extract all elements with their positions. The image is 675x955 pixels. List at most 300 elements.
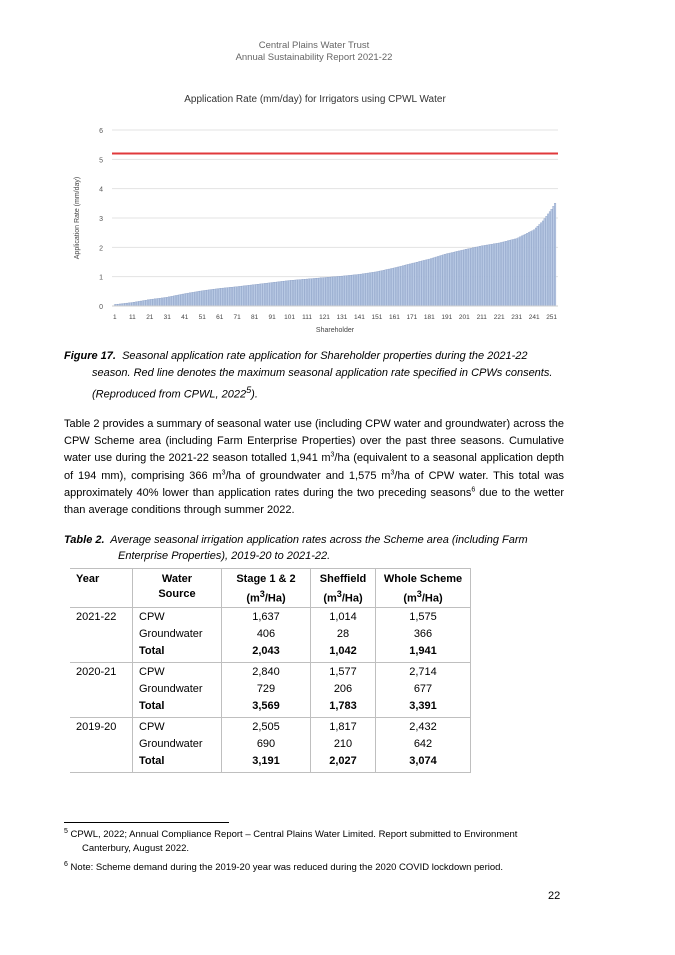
- bar: [498, 243, 500, 306]
- bar: [462, 250, 464, 306]
- chart-title: Application Rate (mm/day) for Irrigators using CPWL Water: [184, 94, 446, 105]
- bar: [325, 277, 327, 306]
- bar: [294, 280, 296, 306]
- x-tick-label: 51: [198, 314, 206, 321]
- bar: [313, 278, 315, 306]
- bar: [483, 246, 485, 306]
- bar: [217, 289, 219, 306]
- bar: [469, 249, 471, 306]
- bar: [411, 263, 413, 306]
- bar: [367, 273, 369, 306]
- bar: [135, 302, 137, 306]
- bar: [341, 276, 343, 306]
- bar: [542, 221, 544, 306]
- source-cell: CPW: [133, 717, 222, 738]
- application-rate-chart: [65, 90, 565, 340]
- bar: [222, 288, 224, 306]
- bar: [280, 282, 282, 306]
- bar: [444, 254, 446, 306]
- chart-svg: [65, 90, 565, 340]
- whole-cell: 366: [376, 628, 471, 645]
- bar: [448, 253, 450, 306]
- bar: [437, 256, 439, 306]
- bar: [191, 293, 193, 306]
- bar: [544, 219, 546, 306]
- bar: [359, 274, 361, 306]
- whole-cell: 2,714: [376, 662, 471, 683]
- bar: [523, 235, 525, 306]
- bar: [408, 264, 410, 306]
- bar: [310, 279, 312, 306]
- bar: [212, 289, 214, 306]
- bar: [322, 278, 324, 306]
- footnote-5-line-1: CPWL, 2022; Annual Compliance Report – Central Plains Water Limited. Report submitted to Environment: [70, 829, 518, 840]
- y-tick-label: 0: [99, 304, 103, 311]
- bar: [553, 206, 555, 306]
- bar: [236, 287, 238, 306]
- figure-label: Figure 17.: [64, 350, 116, 362]
- figure-caption-footnote-ref[interactable]: 5: [246, 385, 252, 395]
- bar: [221, 288, 223, 306]
- stage-cell: 406: [222, 628, 311, 645]
- y-tick-label: 2: [99, 245, 103, 253]
- x-tick-label: 191: [441, 314, 453, 321]
- bar: [229, 287, 231, 306]
- bar: [535, 228, 537, 306]
- bar: [151, 299, 153, 306]
- bar: [329, 277, 331, 306]
- bar: [200, 291, 202, 306]
- footnote-5-line-2: Canterbury, August 2022.: [82, 843, 190, 854]
- x-tick-label: 71: [233, 314, 241, 321]
- water-use-table: [70, 568, 471, 773]
- bar: [443, 255, 445, 306]
- x-tick-label: 141: [354, 314, 365, 321]
- bar: [254, 285, 256, 306]
- x-tick-label: 131: [336, 314, 348, 321]
- bar: [472, 248, 474, 306]
- bar: [429, 259, 431, 306]
- bar: [539, 224, 541, 306]
- page-header: [0, 40, 628, 64]
- figure-caption-line-1: Seasonal application rate application for Shareholder properties during the 2021-22: [122, 350, 528, 362]
- bar: [346, 276, 348, 306]
- stage-cell: 2,505: [222, 717, 311, 738]
- bar: [287, 281, 289, 306]
- bar: [334, 277, 336, 306]
- figure-caption-line-3-wrap: [64, 382, 564, 404]
- bar: [519, 237, 521, 306]
- x-tick-label: 161: [388, 314, 400, 321]
- year-cell: 2021-22: [76, 610, 117, 623]
- bar: [243, 286, 245, 306]
- bar: [373, 272, 375, 306]
- table-row: [70, 683, 471, 700]
- bar: [259, 284, 261, 306]
- bar: [446, 254, 448, 306]
- bar: [250, 285, 252, 306]
- bar: [474, 247, 476, 306]
- bar: [546, 216, 548, 306]
- x-tick-label: 171: [406, 314, 418, 321]
- bar: [153, 299, 155, 306]
- bar: [526, 233, 528, 306]
- bar: [477, 247, 479, 306]
- table-row: [70, 717, 471, 738]
- x-tick-label: 81: [251, 314, 259, 321]
- sheffield-cell: 1,014: [311, 607, 376, 628]
- bar: [296, 280, 298, 306]
- bar: [147, 300, 149, 306]
- bar: [154, 299, 156, 306]
- page-number: 22: [548, 890, 561, 902]
- stage-cell: 2,043: [222, 645, 311, 663]
- bar: [249, 285, 251, 306]
- bar: [422, 261, 424, 306]
- source-cell: CPW: [133, 607, 222, 628]
- bar: [505, 241, 507, 306]
- bar: [268, 283, 270, 306]
- bar: [540, 223, 542, 306]
- bar: [512, 239, 514, 306]
- para-line-4a: application depth of 194 mm), comprising 366 m: [64, 452, 564, 482]
- bar: [231, 287, 233, 306]
- bar: [500, 242, 502, 306]
- bar: [406, 265, 408, 306]
- bar: [336, 277, 338, 306]
- sheffield-cell: 1,817: [311, 717, 376, 738]
- bar: [305, 279, 307, 306]
- bar: [390, 269, 392, 306]
- whole-cell: 3,391: [376, 700, 471, 718]
- y-tick-label: 3: [99, 216, 103, 223]
- x-tick-label: 101: [284, 314, 296, 321]
- bar: [261, 284, 263, 306]
- bar: [278, 282, 280, 306]
- x-tick-label: 31: [163, 314, 171, 321]
- bar: [504, 242, 506, 306]
- bar: [409, 264, 411, 306]
- bar: [160, 298, 162, 306]
- bar: [530, 231, 532, 306]
- bar: [357, 274, 359, 306]
- bar: [465, 249, 467, 306]
- header-report: Annual Sustainability Report 2021-22: [235, 52, 393, 63]
- bar: [318, 278, 320, 306]
- header-sheffield: Sheffield $(m^3/Ha)$: [311, 569, 376, 608]
- bar: [308, 279, 310, 306]
- whole-cell: 677: [376, 683, 471, 700]
- bar: [264, 283, 266, 306]
- bar: [320, 278, 322, 306]
- sheffield-cell: 28: [311, 628, 376, 645]
- bar: [210, 290, 212, 306]
- year-cell: 2019-20: [76, 720, 117, 733]
- bar: [364, 274, 366, 306]
- bar: [196, 292, 198, 306]
- bar: [490, 244, 492, 306]
- bar: [132, 302, 134, 306]
- bar: [137, 302, 139, 306]
- bar: [418, 262, 420, 306]
- bar: [285, 281, 287, 306]
- bar: [360, 274, 362, 306]
- bar: [458, 251, 460, 306]
- bar: [343, 276, 345, 306]
- bar: [275, 282, 277, 306]
- bar: [214, 289, 216, 306]
- table-row: [70, 662, 471, 683]
- bar: [177, 295, 179, 306]
- table-caption-line-1: Average seasonal irrigation application rates across the Scheme area (including Farm: [110, 534, 528, 546]
- bar: [203, 291, 205, 306]
- bar: [339, 276, 341, 306]
- bar: [397, 267, 399, 306]
- bar: [493, 244, 495, 306]
- bar: [172, 296, 174, 306]
- bar: [215, 289, 217, 306]
- bar: [133, 302, 135, 306]
- table-label: Table 2.: [64, 534, 105, 546]
- bar: [161, 298, 163, 306]
- bar: [224, 288, 226, 306]
- x-tick-label: 61: [216, 314, 224, 321]
- table-row: [70, 755, 471, 773]
- para-line-4b: /ha of groundwater and 1,575 m: [225, 469, 391, 482]
- bar: [298, 280, 300, 306]
- bar: [533, 230, 535, 306]
- x-tick-label: 91: [268, 314, 276, 321]
- table-row: [70, 700, 471, 718]
- bar: [263, 284, 265, 306]
- bar: [235, 287, 237, 306]
- table-row: [70, 628, 471, 645]
- x-tick-label: 1: [113, 314, 117, 321]
- bar: [226, 288, 228, 306]
- bar: [416, 262, 418, 306]
- bar: [208, 290, 210, 306]
- bar: [284, 281, 286, 306]
- sheffield-cell: 2,027: [311, 755, 376, 773]
- bar: [402, 266, 404, 306]
- bar: [158, 298, 160, 306]
- source-cell: Groundwater: [133, 628, 222, 645]
- bar: [509, 240, 511, 306]
- bar: [453, 252, 455, 306]
- x-tick-label: 201: [458, 314, 470, 321]
- bar: [385, 270, 387, 306]
- whole-cell: 3,074: [376, 755, 471, 773]
- bar: [144, 300, 146, 306]
- bar: [399, 267, 401, 306]
- bar: [425, 260, 427, 306]
- bar: [238, 286, 240, 306]
- bar: [378, 271, 380, 306]
- sheffield-cell: 206: [311, 683, 376, 700]
- bar: [507, 241, 509, 306]
- bar: [497, 243, 499, 306]
- bar: [184, 294, 186, 306]
- bar: [219, 288, 221, 306]
- bar: [201, 291, 203, 306]
- source-cell: Groundwater: [133, 683, 222, 700]
- x-tick-label: 251: [546, 314, 558, 321]
- bar: [374, 272, 376, 306]
- x-tick-label: 121: [319, 314, 330, 321]
- sheffield-cell: 1,577: [311, 662, 376, 683]
- bar: [434, 257, 436, 306]
- bar: [551, 209, 553, 306]
- whole-cell: 1,941: [376, 645, 471, 663]
- header-stage-1-2: Stage 1 & 2 $(m^3/Ha)$: [222, 569, 311, 608]
- bar: [140, 301, 142, 306]
- bar: [327, 277, 329, 306]
- bar: [383, 270, 385, 306]
- bar: [301, 279, 303, 306]
- bar: [175, 295, 177, 306]
- bar: [450, 253, 452, 306]
- bar: [547, 214, 549, 306]
- bar: [401, 266, 403, 306]
- bar: [415, 263, 417, 306]
- bar: [189, 293, 191, 306]
- table-row: [70, 645, 471, 663]
- y-tick-label: 4: [99, 186, 103, 194]
- bar: [324, 278, 326, 306]
- bar: [376, 272, 378, 306]
- bar: [467, 249, 469, 306]
- bar: [186, 293, 188, 306]
- bar: [207, 290, 209, 306]
- para-line-3a: Cumulative water use during the 2021-22 season totalled 1,941 m: [64, 435, 564, 465]
- bar: [331, 277, 333, 306]
- bar: [380, 271, 382, 306]
- sheffield-cell: 210: [311, 738, 376, 755]
- footnote-5-mark: 5: [64, 827, 68, 835]
- x-tick-label: 181: [423, 314, 435, 321]
- bar: [266, 283, 268, 306]
- bar: [528, 232, 530, 306]
- bar: [332, 277, 334, 306]
- bar: [439, 256, 441, 306]
- para-line-1: Table 2 provides a summary of seasonal water use (including CPW water and groundwater) across: [64, 418, 546, 430]
- source-cell: Groundwater: [133, 738, 222, 755]
- bar: [194, 292, 196, 306]
- stage-cell: 690: [222, 738, 311, 755]
- bar: [463, 250, 465, 306]
- bar: [163, 298, 165, 306]
- x-tick-label: 221: [493, 314, 505, 321]
- bar: [270, 283, 272, 306]
- bar: [289, 280, 291, 306]
- bar: [430, 259, 432, 306]
- bar: [537, 226, 539, 306]
- table-caption: [64, 532, 564, 564]
- whole-cell: 1,575: [376, 607, 471, 628]
- header-year: Year: [70, 569, 133, 608]
- bar: [470, 248, 472, 306]
- bar: [427, 260, 429, 306]
- bar: [282, 281, 284, 306]
- bar: [381, 271, 383, 306]
- bar: [395, 267, 397, 306]
- bar: [168, 297, 170, 306]
- sheffield-cell: 1,042: [311, 645, 376, 663]
- bar: [139, 301, 141, 306]
- bar: [486, 245, 488, 306]
- bar: [165, 297, 167, 306]
- footnote-6-mark: 6: [64, 860, 68, 868]
- superscript-3: 3: [390, 468, 395, 476]
- footnote-5: [64, 828, 569, 856]
- stage-cell: 3,569: [222, 700, 311, 718]
- figure-caption-line-2: season. Red line denotes the maximum seasonal application rate specified in CPWs consents.: [92, 367, 553, 379]
- source-cell: Total: [133, 755, 222, 773]
- figure-caption-line-3-end: ).: [251, 388, 258, 401]
- x-tick-label: 211: [476, 314, 487, 321]
- bar: [345, 276, 347, 306]
- bar: [166, 297, 168, 306]
- x-tick-label: 11: [128, 314, 136, 321]
- bar: [149, 300, 151, 306]
- y-tick-label: 6: [99, 128, 103, 135]
- bar: [460, 251, 462, 306]
- y-tick-label: 1: [99, 274, 103, 282]
- bar: [521, 236, 523, 306]
- bar: [173, 296, 175, 306]
- figure-caption: [64, 348, 564, 404]
- bar: [146, 300, 148, 306]
- x-tick-label: 111: [302, 314, 312, 321]
- sheffield-cell: 1,783: [311, 700, 376, 718]
- bar: [366, 273, 368, 306]
- bar: [170, 296, 172, 306]
- summary-paragraph: [64, 416, 564, 519]
- bar: [271, 283, 273, 306]
- bar: [516, 239, 518, 306]
- year-cell: 2020-21: [76, 665, 117, 678]
- bar: [245, 286, 247, 306]
- y-tick-label: 5: [99, 157, 103, 165]
- bar: [299, 280, 301, 306]
- bar: [476, 247, 478, 306]
- bar: [277, 282, 279, 306]
- bar: [491, 244, 493, 306]
- bar: [247, 285, 249, 306]
- bar: [292, 280, 294, 306]
- table-row: [70, 607, 471, 628]
- bar: [387, 269, 389, 306]
- y-axis-title: Application Rate (mm/day): [74, 176, 81, 260]
- bar: [142, 301, 144, 306]
- para-line-6: due to the wetter than average conditions through summer 2022.: [64, 486, 564, 517]
- bar: [233, 287, 235, 306]
- bar: [228, 288, 230, 306]
- bar: [156, 299, 158, 306]
- source-cell: Total: [133, 700, 222, 718]
- table-caption-line-2: Enterprise Properties), 2019-20 to 2021-22.: [118, 550, 331, 562]
- header-org: Central Plains Water Trust: [258, 40, 370, 51]
- stage-cell: 729: [222, 683, 311, 700]
- bar: [362, 274, 364, 306]
- footnote-ref-6[interactable]: 6: [471, 486, 476, 494]
- x-tick-label: 41: [181, 314, 189, 321]
- figure-caption-line-3: (Reproduced from CPWL, 2022: [92, 388, 247, 401]
- bar: [256, 284, 258, 306]
- bar: [488, 245, 490, 306]
- bar: [457, 251, 459, 306]
- header-water-source: Water Source: [133, 569, 222, 608]
